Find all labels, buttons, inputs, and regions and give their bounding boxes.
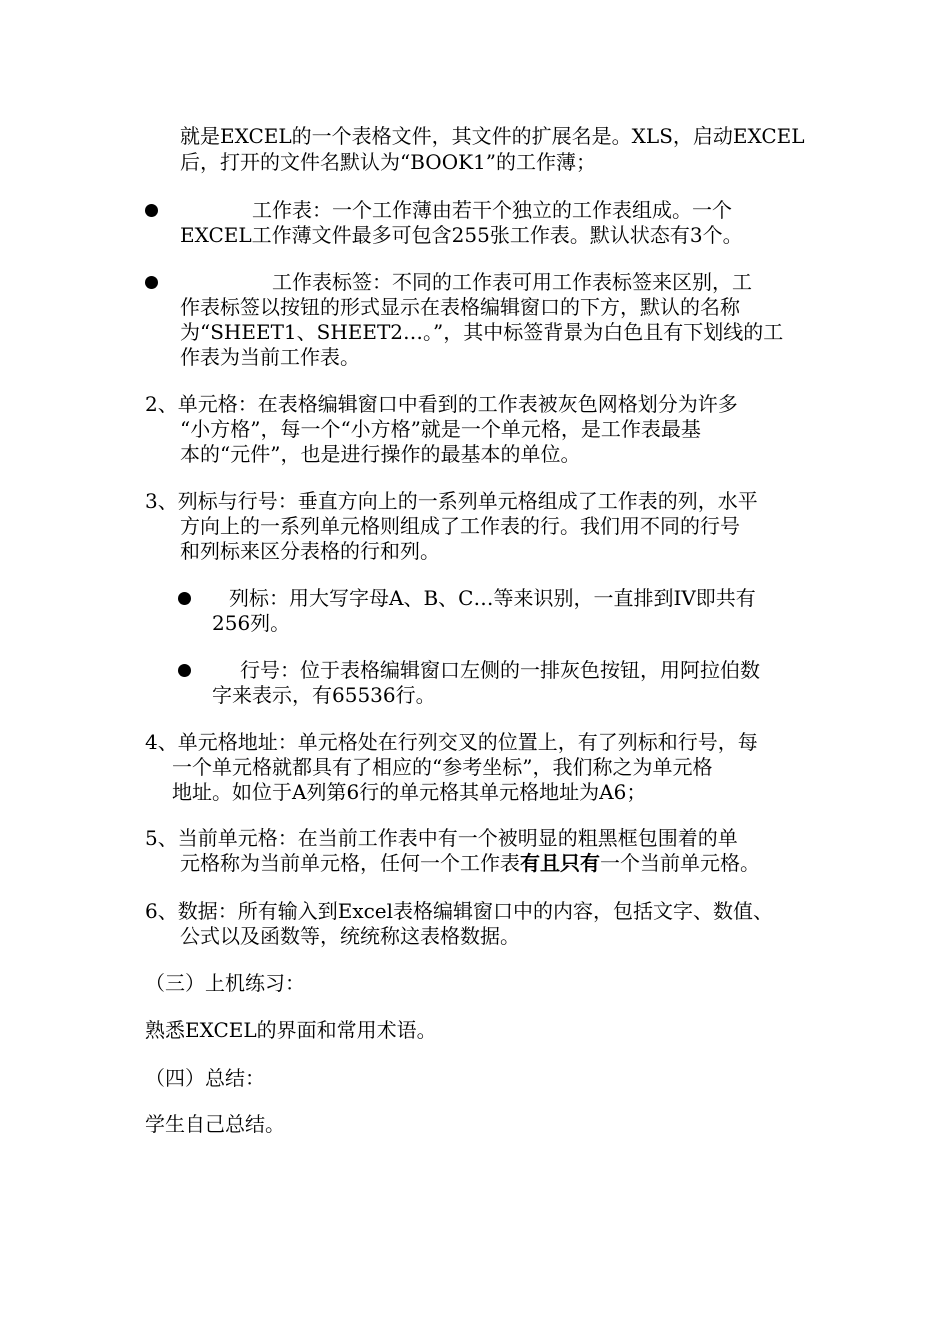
item3-line: 方向上的一系列单元格则组成了工作表的行。我们用不同的行号 — [180, 514, 740, 538]
item2-line: 本的“元件”，也是进行操作的最基本的单位。 — [180, 442, 581, 466]
item3-line: 和列标来区分表格的行和列。 — [180, 539, 440, 563]
item5-line: 5、当前单元格：在当前工作表中有一个被明显的粗黑框包围着的单 — [145, 826, 738, 850]
section4-body: 学生自己总结。 — [145, 1112, 285, 1136]
bullet-col-line: 列标：用大写字母A、B、C…等来识别，一直排到IV即共有 — [229, 586, 756, 610]
bullet-worksheet-line: EXCEL工作薄文件最多可包含255张工作表。默认状态有3个。 — [180, 223, 743, 247]
item2-line: 2、单元格：在表格编辑窗口中看到的工作表被灰色网格划分为许多 — [145, 392, 738, 416]
item5-text: 一个当前单元格。 — [600, 851, 760, 875]
bullet-sheet-tab-line: 作表为当前工作表。 — [180, 345, 360, 369]
bullet-row-line: 字来表示，有65536行。 — [212, 683, 436, 707]
section4-heading: （四）总结： — [145, 1066, 265, 1090]
item5-line — [180, 851, 760, 875]
item4-line: 一个单元格就都具有了相应的“参考坐标”，我们称之为单元格 — [172, 755, 713, 779]
section3-heading: （三）上机练习： — [145, 971, 305, 995]
bullet-sheet-tab-line: 为“SHEET1、SHEET2…。”，其中标签背景为白色且有下划线的工 — [180, 320, 784, 344]
bullet-sheet-tab-line: 工作表标签：不同的工作表可用工作表标签来区别，工 — [272, 270, 752, 294]
bullet-sheet-tab-line: 作表标签以按钮的形式显示在表格编辑窗口的下方，默认的名称 — [180, 295, 740, 319]
item4-line: 地址。如位于A列第6行的单元格其单元格地址为A6； — [172, 780, 647, 804]
item5-text: 元格称为当前单元格，任何一个工作表 — [180, 851, 520, 875]
item5-emphasis: 有且只有 — [520, 851, 600, 875]
item3-line: 3、列标与行号：垂直方向上的一系列单元格组成了工作表的列，水平 — [145, 489, 758, 513]
bullet-worksheet-line: 工作表：一个工作薄由若干个独立的工作表组成。一个 — [252, 198, 732, 222]
bullet-dot — [178, 664, 191, 677]
bullet-dot — [145, 204, 158, 217]
intro-line: 后，打开的文件名默认为“BOOK1”的工作薄； — [180, 150, 596, 174]
item6-line: 6、数据：所有输入到Excel表格编辑窗口中的内容，包括文字、数值、 — [145, 899, 774, 923]
item4-line: 4、单元格地址：单元格处在行列交叉的位置上，有了列标和行号，每 — [145, 730, 758, 754]
bullet-dot — [145, 276, 158, 289]
intro-line: 就是EXCEL的一个表格文件，其文件的扩展名是。XLS，启动EXCEL — [180, 124, 805, 148]
bullet-dot — [178, 592, 191, 605]
bullet-row-line: 行号：位于表格编辑窗口左侧的一排灰色按钮，用阿拉伯数 — [240, 658, 760, 682]
item2-line: “小方格”，每一个“小方格”就是一个单元格，是工作表最基 — [180, 417, 701, 441]
bullet-col-line: 256列。 — [212, 611, 291, 635]
item6-line: 公式以及函数等，统统称这表格数据。 — [180, 924, 520, 948]
section3-body: 熟悉EXCEL的界面和常用术语。 — [145, 1018, 437, 1042]
